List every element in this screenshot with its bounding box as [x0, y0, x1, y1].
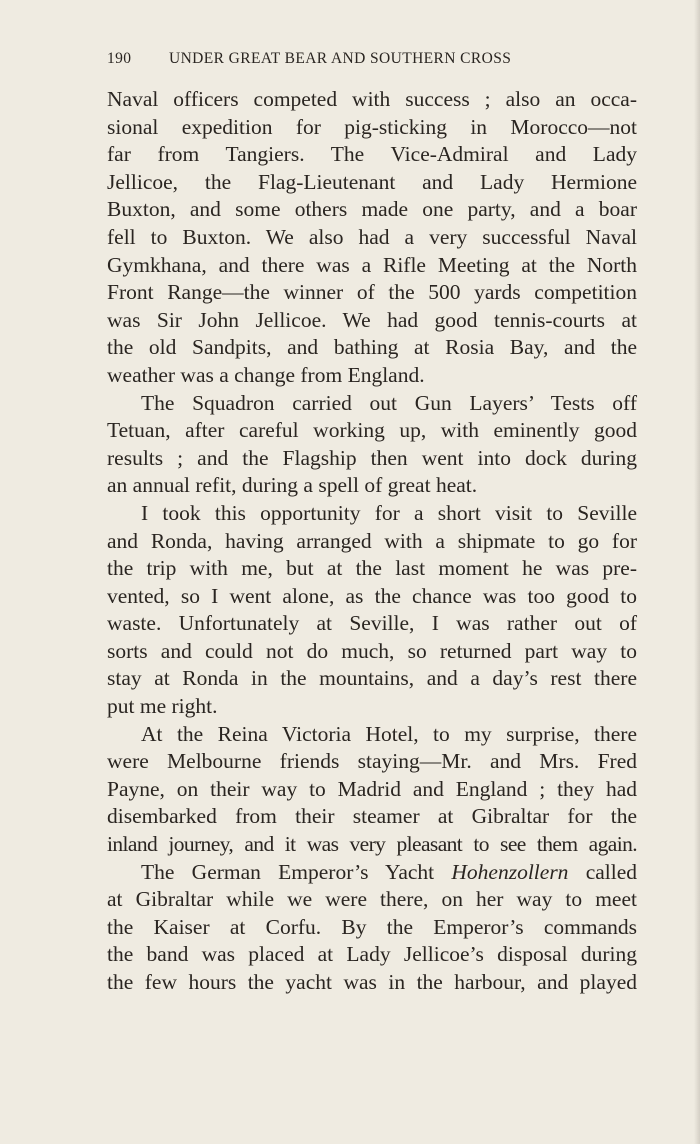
text-line: the trip with me, but at the last moment he was pre-	[107, 556, 637, 581]
text-line: the old Sandpits, and bathing at Rosia Bay, and the	[107, 335, 637, 360]
paragraph-end-line: weather was a change from England.	[107, 362, 425, 387]
text-line: Payne, on their way to Madrid and England ; they had	[107, 776, 637, 801]
text-line: Buxton, and some others made one party, and a boar	[107, 197, 637, 222]
text-line: Jellicoe, the Flag-Lieutenant and Lady Hermione	[107, 169, 637, 194]
text-line: vented, so I went alone, as the chance was too good to	[107, 583, 637, 608]
text-line: was Sir John Jellicoe. We had good tennis-courts at	[107, 307, 637, 332]
text-line: Front Range—the winner of the 500 yards competition	[107, 280, 637, 305]
running-title: UNDER GREAT BEAR AND SOUTHERN CROSS	[169, 50, 512, 67]
page-number: 190	[107, 50, 132, 67]
text-line: the few hours the yacht was in the harbour, and played	[107, 970, 637, 994]
text-line: stay at Ronda in the mountains, and a day’s rest there	[107, 666, 637, 691]
text-line: far from Tangiers. The Vice-Admiral and Lady	[107, 142, 637, 167]
text-line: the band was placed at Lady Jellicoe’s disposal during	[107, 942, 637, 967]
text-line: sorts and could not do much, so returned part way to	[107, 638, 637, 663]
text-line: and Ronda, having arranged with a shipmate to go for	[107, 528, 637, 553]
text-line: Tetuan, after careful working up, with eminently good	[107, 418, 637, 443]
text-line: results ; and the Flagship then went into dock during	[107, 445, 637, 470]
text-line: inland journey, and it was very pleasant to see them again.	[107, 832, 637, 857]
paragraph-end-line: put me right.	[107, 694, 218, 719]
text-line: Gymkhana, and there was a Rifle Meeting at the North	[107, 252, 637, 277]
paragraph-first-line: The Squadron carried out Gun Layers’ Tests off	[141, 390, 637, 415]
ship-name: Hohenzollern	[451, 859, 569, 884]
paragraph-first-line: I took this opportunity for a short visit to Seville	[141, 500, 637, 525]
text-line: the Kaiser at Corfu. By the Emperor’s commands	[107, 914, 637, 939]
text-line: waste. Unfortunately at Seville, I was rather out of	[107, 611, 637, 636]
text-line: disembarked from their steamer at Gibraltar for the	[107, 804, 637, 829]
page-edge	[694, 0, 700, 1144]
text-line: sional expedition for pig-sticking in Morocco—not	[107, 114, 637, 139]
paragraph-first-line: At the Reina Victoria Hotel, to my surprise, there	[141, 721, 637, 746]
text-line: at Gibraltar while we were there, on her way to meet	[107, 887, 637, 912]
running-header	[107, 50, 637, 68]
body-text	[107, 86, 637, 997]
text-line: were Melbourne friends staying—Mr. and Mrs. Fred	[107, 749, 637, 774]
line-suffix: called	[585, 859, 638, 884]
paragraph-end-line: an annual refit, during a spell of great heat.	[107, 473, 478, 498]
text-line: Naval officers competed with success ; also an occa-	[107, 87, 637, 111]
text-line: fell to Buxton. We also had a very successful Naval	[107, 224, 637, 249]
paragraph-first-line	[107, 859, 637, 887]
line-prefix: The German Emperor’s Yacht	[141, 859, 435, 884]
